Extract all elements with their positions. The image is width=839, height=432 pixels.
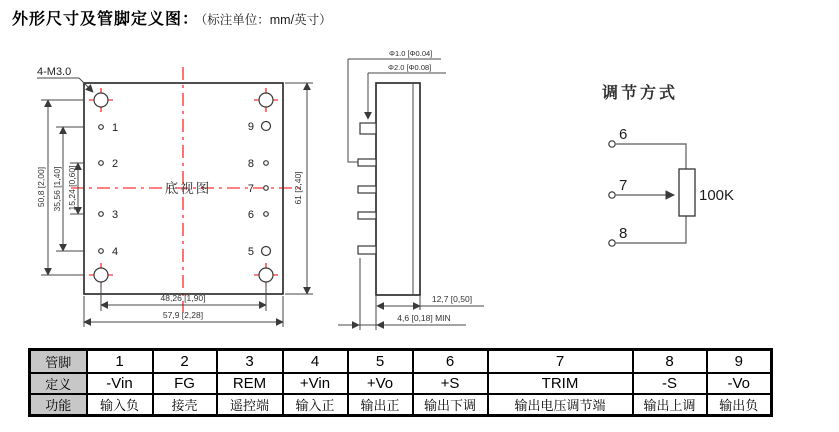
dim-pin-inner: 15,24 [0,60] (67, 165, 77, 211)
pin-definition-cell: TRIM (488, 373, 633, 394)
adjust-pin-number: 7 (619, 177, 628, 194)
adjustment-title: 调节方式 (602, 85, 679, 102)
pin-number-cell: 3 (217, 350, 283, 374)
callout-leader-arrow (79, 78, 93, 92)
pin-definition-cell: +Vin (283, 373, 348, 394)
dim-pin-dia-large: Φ2.0 [Φ0.08] (388, 63, 432, 72)
right-pins (248, 121, 271, 258)
dim-height-outer: 50,8 [2,00] (36, 166, 46, 208)
row-header-definition: 定义 (30, 373, 87, 394)
table-row-functions (30, 394, 772, 416)
pin-function-cell: 接壳 (153, 394, 217, 416)
side-view-drawing (338, 49, 484, 330)
dim-pin-dia-small: Φ1.0 [Φ0.04] (389, 49, 433, 58)
pin-definition-cell: -S (633, 373, 707, 394)
potentiometer-symbol (679, 169, 695, 216)
pin-number: 1 (112, 122, 119, 134)
pin-function-cell: 输入负 (87, 394, 153, 416)
pin-number-cell: 7 (488, 350, 633, 374)
mounting-hole-callout: 4-M3.0 (37, 66, 72, 78)
table-row-pin-numbers (30, 350, 772, 374)
left-dimension-lines (41, 100, 84, 275)
pin-definition-cell: -Vo (707, 373, 772, 394)
row-header-pin: 管脚 (30, 350, 87, 374)
page-title-unit-note: （标注单位：mm/英寸） (201, 13, 332, 27)
bottom-dimension-lines (84, 283, 283, 327)
pin-number-cell: 4 (283, 350, 348, 374)
pin-number-cell: 9 (707, 350, 772, 374)
pin-definition-table (28, 348, 773, 417)
pin-number: 8 (247, 158, 254, 170)
pin-function-cell: 输出上调 (633, 394, 707, 416)
potentiometer-value: 100K (699, 187, 735, 204)
dim-hole-span: 48,26 [1,90] (160, 293, 206, 303)
pin-definition-cell: -Vin (87, 373, 153, 394)
page-title-main: 外形尺寸及管脚定义图： (12, 11, 200, 28)
bottom-view-drawing (36, 66, 313, 327)
pin-dia-small-leader-drop (348, 59, 358, 162)
adjust-pin-number: 6 (619, 126, 628, 143)
dim-depth: 12,7 [0,50] (431, 294, 473, 304)
pin-number: 7 (247, 183, 254, 195)
pin-function-cell: 输入正 (283, 394, 348, 416)
table-row-definitions (30, 373, 772, 394)
side-pin-stubs (358, 123, 376, 254)
pin-number-cell: 8 (633, 350, 707, 374)
pin-definition-cell: +Vo (348, 373, 413, 394)
pin-definition-cell: +S (413, 373, 488, 394)
pin-function-cell: 输出正 (348, 394, 413, 416)
pin-number: 5 (247, 246, 254, 258)
pin-function-cell: 输出电压调节端 (488, 394, 633, 416)
pin-function-cell: 输出下调 (413, 394, 488, 416)
pin-number-cell: 1 (87, 350, 153, 374)
pin-function-cell: 输出负 (707, 394, 772, 416)
pin-number-cell: 5 (348, 350, 413, 374)
pin-number-cell: 6 (413, 350, 488, 374)
pin-number: 4 (112, 246, 119, 258)
dim-height-full: 61 [2,40] (293, 171, 303, 205)
adjustment-method-diagram (602, 83, 734, 246)
pin-definition-cell: REM (217, 373, 283, 394)
pin-definition-cell: FG (153, 373, 217, 394)
adjust-pin-number: 8 (619, 225, 628, 242)
pin-number: 2 (112, 158, 119, 170)
pin-number-cell: 2 (153, 350, 217, 374)
dim-pin-span: 35,56 [1,40] (52, 166, 62, 212)
dim-pin-length: 4,6 [0,18] MIN (397, 313, 451, 323)
pin-number: 6 (247, 209, 254, 221)
adjust-pin-terminals (609, 141, 615, 246)
left-pins (99, 122, 118, 258)
pin-number: 9 (247, 121, 254, 133)
bottom-view-label: 底视图 (164, 181, 212, 196)
pin-number: 3 (112, 209, 119, 221)
pin-function-cell: 遥控端 (217, 394, 283, 416)
row-header-function: 功能 (30, 394, 87, 416)
dim-width-full: 57,9 [2,28] (162, 310, 204, 320)
